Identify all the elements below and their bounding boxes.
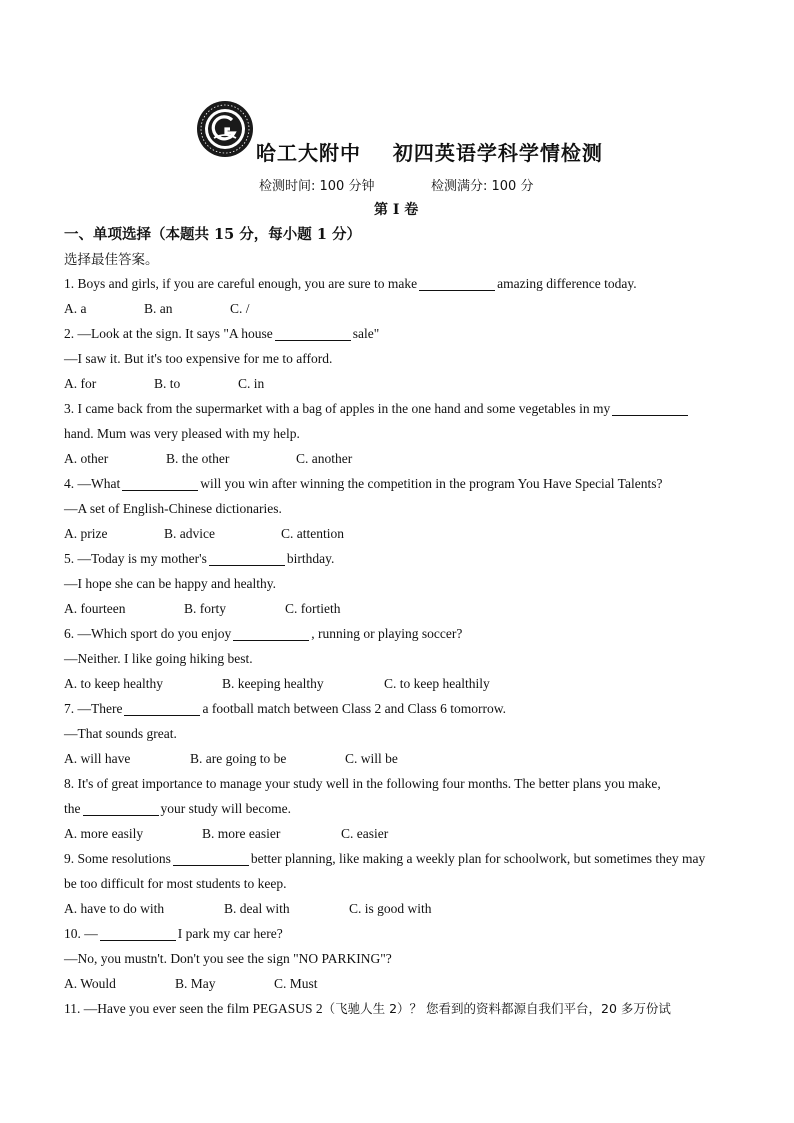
option-b[interactable]: B. advice	[164, 526, 215, 541]
option-c[interactable]: C. to keep healthily	[384, 676, 490, 691]
option-a[interactable]: A. to keep healthy	[64, 676, 163, 691]
question-text: 9. Some resolutions	[64, 851, 171, 866]
option-c[interactable]: C. is good with	[349, 901, 432, 916]
option-a[interactable]: A. a	[64, 301, 87, 316]
question-text: 4. —What	[64, 476, 121, 491]
answer-blank[interactable]	[209, 551, 285, 566]
answer-blank[interactable]	[233, 626, 309, 641]
school-seal-logo	[196, 100, 254, 158]
question-text: birthday.	[286, 551, 335, 566]
question-11-line	[64, 996, 744, 1021]
options-row	[64, 896, 744, 921]
question-text: —I hope she can be happy and healthy.	[64, 576, 277, 591]
question-text: 5. —Today is my mother's	[64, 551, 207, 566]
question-4-line	[64, 496, 744, 521]
question-text: —Neither. I like going hiking best.	[64, 651, 253, 666]
answer-blank[interactable]	[173, 851, 249, 866]
option-c[interactable]: C. another	[296, 451, 353, 466]
options-row	[64, 971, 744, 996]
question-6-line	[64, 621, 744, 646]
options-row	[64, 596, 744, 621]
question-text: 1. Boys and girls, if you are careful enough, you are sure to make	[64, 276, 418, 291]
option-c[interactable]: C. in	[238, 376, 265, 391]
question-5-line	[64, 546, 744, 571]
question-text: hand. Mum was very pleased with my help.	[64, 426, 300, 441]
answer-blank[interactable]	[100, 926, 176, 941]
question-text: a football match between Class 2 and Class 6 tomorrow.	[202, 701, 507, 716]
question-text: —No, you mustn't. Don't you see the sign "NO PARKING"?	[64, 951, 392, 966]
question-text: amazing difference today.	[497, 276, 637, 291]
option-b[interactable]: B. an	[144, 301, 173, 316]
volume-label: 第 I 卷	[374, 202, 419, 218]
answer-blank[interactable]	[419, 276, 495, 291]
options-row	[64, 446, 744, 471]
option-a[interactable]: A. for	[64, 376, 97, 391]
question-5-line	[64, 571, 744, 596]
option-a[interactable]: A. more easily	[64, 826, 144, 841]
question-2-line	[64, 346, 744, 371]
options-row	[64, 746, 744, 771]
answer-blank[interactable]	[122, 476, 198, 491]
options-row	[64, 371, 744, 396]
question-text: I park my car here?	[177, 926, 283, 941]
exam-score: 检测满分: 100 分	[431, 179, 534, 194]
watermark-text: （飞驰人生 2）？ 您看到的资料都源自我们平台，20 多万份试	[322, 1001, 671, 1016]
option-c[interactable]: C. /	[230, 301, 250, 316]
question-7-line	[64, 696, 744, 721]
question-text: —That sounds great.	[64, 726, 177, 741]
question-1-line	[64, 271, 744, 296]
question-text: 2. —Look at the sign. It says "A house	[64, 326, 273, 341]
option-b[interactable]: B. the other	[166, 451, 230, 466]
options-row	[64, 821, 744, 846]
option-c[interactable]: C. Must	[274, 976, 318, 991]
option-b[interactable]: B. to	[154, 376, 181, 391]
question-text: be too difficult for most students to keep.	[64, 876, 287, 891]
question-text: better planning, like making a weekly plan for schoolwork, but sometimes they may	[250, 851, 706, 866]
option-b[interactable]: B. forty	[184, 601, 226, 616]
option-b[interactable]: B. May	[175, 976, 216, 991]
option-a[interactable]: A. fourteen	[64, 601, 126, 616]
answer-blank[interactable]	[124, 701, 200, 716]
question-text: 7. —There	[64, 701, 123, 716]
question-text: 11. —Have you ever seen the film PEGASUS 2	[64, 1001, 323, 1016]
question-text: your study will become.	[160, 801, 291, 816]
question-list	[64, 271, 744, 1021]
answer-blank[interactable]	[83, 801, 159, 816]
option-c[interactable]: C. will be	[345, 751, 398, 766]
options-row	[64, 521, 744, 546]
question-text: the	[64, 801, 81, 816]
question-8-line	[64, 771, 744, 796]
question-10-line	[64, 946, 744, 971]
option-b[interactable]: B. deal with	[224, 901, 290, 916]
question-text: 3. I came back from the supermarket with a bag of apples in the one hand and some vegetables in my	[64, 401, 611, 416]
question-2-line	[64, 321, 744, 346]
option-b[interactable]: B. are going to be	[190, 751, 287, 766]
question-text: 10. —	[64, 926, 98, 941]
section-heading: 一、单项选择（本题共 15 分，每小题 1 分）	[64, 226, 361, 243]
option-b[interactable]: B. more easier	[202, 826, 281, 841]
question-10-line	[64, 921, 744, 946]
option-c[interactable]: C. attention	[281, 526, 344, 541]
option-a[interactable]: A. will have	[64, 751, 131, 766]
question-3-line	[64, 396, 744, 421]
answer-blank[interactable]	[275, 326, 351, 341]
question-text: will you win after winning the competition in the program You Have Special Talents?	[200, 476, 663, 491]
options-row	[64, 671, 744, 696]
option-c[interactable]: C. easier	[341, 826, 389, 841]
question-text: sale"	[352, 326, 380, 341]
option-a[interactable]: A. have to do with	[64, 901, 165, 916]
question-text: —A set of English-Chinese dictionaries.	[64, 501, 282, 516]
question-9-line	[64, 871, 744, 896]
question-9-line	[64, 846, 744, 871]
question-text: , running or playing soccer?	[311, 626, 463, 641]
exam-title: 哈工大附中 初四英语学科学情检测	[256, 141, 603, 165]
answer-blank[interactable]	[612, 401, 688, 416]
question-text: —I saw it. But it's too expensive for me to afford.	[64, 351, 333, 366]
section-instruction: 选择最佳答案。	[64, 252, 159, 268]
option-c[interactable]: C. fortieth	[285, 601, 341, 616]
question-8-line	[64, 796, 744, 821]
option-b[interactable]: B. keeping healthy	[222, 676, 324, 691]
question-6-line	[64, 646, 744, 671]
question-4-line	[64, 471, 744, 496]
question-3-line	[64, 421, 744, 446]
option-a[interactable]: A. prize	[64, 526, 108, 541]
option-a[interactable]: A. Would	[64, 976, 116, 991]
question-text: 8. It's of great importance to manage your study well in the following four months. The better plans you make,	[64, 776, 661, 791]
options-row	[64, 296, 744, 321]
question-7-line	[64, 721, 744, 746]
option-a[interactable]: A. other	[64, 451, 109, 466]
question-text: 6. —Which sport do you enjoy	[64, 626, 232, 641]
exam-time: 检测时间: 100 分钟	[259, 179, 375, 194]
